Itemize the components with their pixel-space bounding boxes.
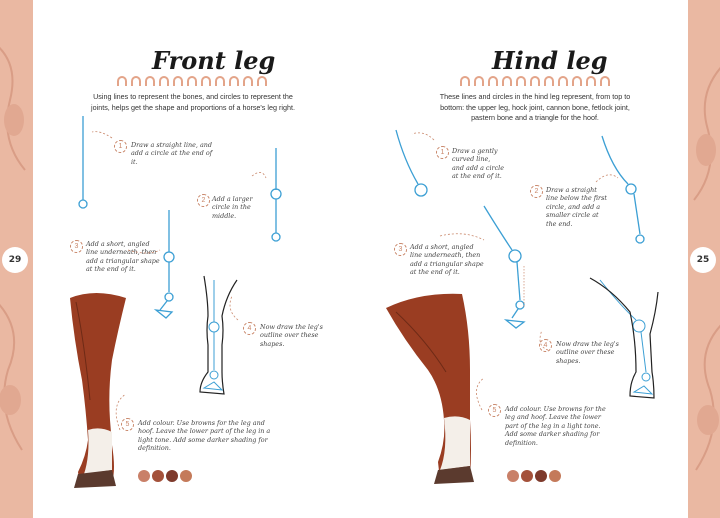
step-number: 1 [436,146,449,159]
colour-swatches-hind [507,470,561,482]
page-title-hind-leg: Hind leg [492,46,608,75]
intro-text-hind-leg: These lines and circles in the hind leg represent, from top to bottom: the upper leg, hock joint, cannon bone, fetlock joint, pastern bone and a triangle for the hoof. [439,92,631,122]
colour-swatch [521,470,533,482]
page-title-front-leg: Front leg [152,46,276,75]
step-text: Draw a straight line below the first circle, and add a smaller circle at the end. [546,186,607,228]
colour-swatch [152,470,164,482]
horseshoe-divider-left [115,76,270,88]
hind-leg-step3-sketch [484,206,524,328]
horseshoe-divider-right [458,76,613,88]
step-number: 3 [394,243,407,256]
page-number-left: 29 [2,247,28,273]
step-number: 4 [243,322,256,335]
step-text: Draw a gently curved line, and add a circle at the end of it. [452,147,504,181]
hind-leg-step1-sketch [396,130,427,196]
colour-swatch [138,470,150,482]
step-text: Add a larger circle in the middle. [212,195,253,220]
front-leg-step1-sketch [79,116,87,208]
step-text: Now draw the leg's outline over these shapes. [260,323,323,348]
step-text: Now draw the leg's outline over these shapes. [556,340,619,365]
front-leg-coloured [70,293,126,488]
step-text: Draw a straight line, and add a circle at the end of it. [131,141,213,166]
colour-swatch [180,470,192,482]
pointer-arrows [92,132,618,430]
front-leg-step2-sketch [271,148,281,241]
front-leg-step4-sketch [200,276,237,394]
colour-swatch [549,470,561,482]
step-text: Add colour. Use browns for the leg and hoof. Leave the lower part of the leg in a light tone. Add some darker shading for definition. [138,419,271,453]
step-number: 5 [488,404,501,417]
colour-swatches-front [138,470,192,482]
step-number: 1 [114,140,127,153]
step-number: 2 [197,194,210,207]
colour-swatch [535,470,547,482]
hind-leg-step2-sketch [602,136,644,243]
step-text: Add a short, angled line underneath, then add a triangular shape at the end of it. [86,240,160,274]
step-number: 2 [530,185,543,198]
page-number-right: 25 [690,247,716,273]
hind-leg-step4-sketch [590,278,658,398]
hind-leg-coloured [386,294,474,484]
step-text: Add colour. Use browns for the leg and hoof. Leave the lower part of the leg in a light tone. Add some darker shading for definition. [505,405,606,447]
colour-swatch [507,470,519,482]
step-number: 4 [539,339,552,352]
step-number: 3 [70,240,83,253]
intro-text-front-leg: Using lines to represent the bones, and circles to represent the joints, helps get the shape and proportions of a horse's leg right. [91,92,295,112]
step-number: 5 [121,418,134,431]
step-text: Add a short, angled line underneath, then add a triangular shape at the end of it. [410,243,484,277]
colour-swatch [166,470,178,482]
